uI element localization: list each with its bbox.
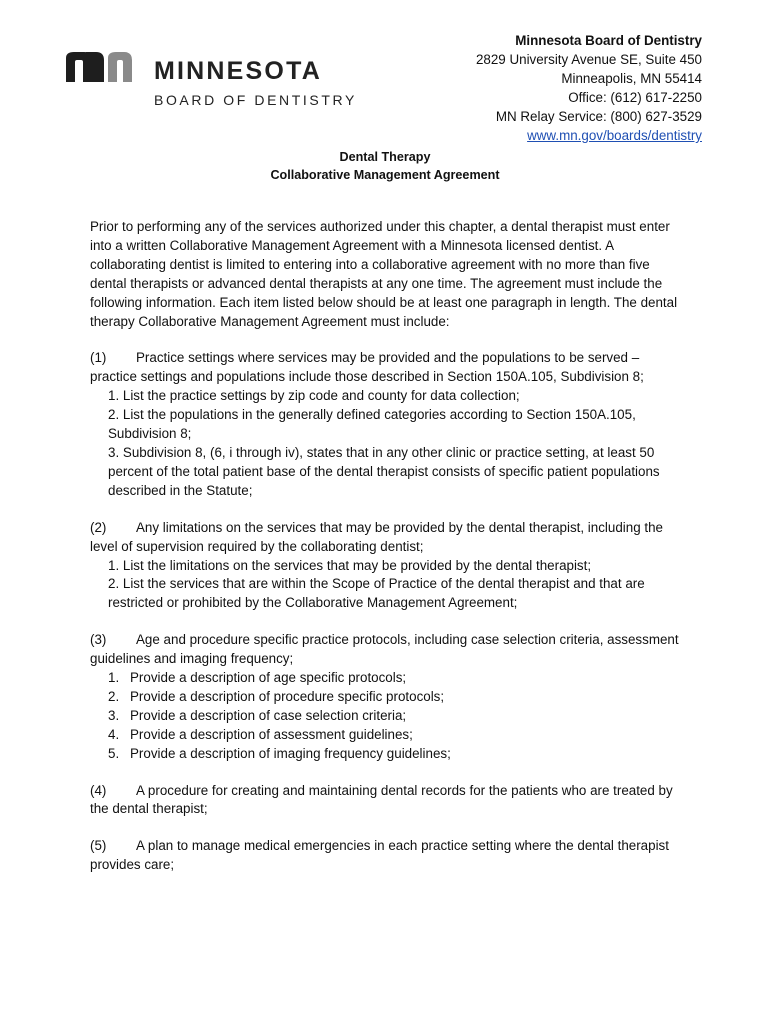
list-text: Provide a description of imaging frequency guidelines;: [130, 745, 451, 761]
section-body: A procedure for creating and maintaining dental records for the patients who are treated by the dental therapist;: [90, 782, 673, 817]
list-item: [108, 707, 682, 726]
section-text: [90, 349, 682, 387]
website-link[interactable]: www.mn.gov/boards/dentistry: [527, 128, 702, 143]
office-phone: Office: (612) 617-2250: [568, 90, 702, 105]
section-number: (4): [90, 782, 107, 798]
section-body: Any limitations on the services that may be provided by the dental therapist, including the level of supervision required by the collaborating dentist;: [90, 519, 663, 554]
list-number: 4.: [108, 726, 120, 742]
section-body: A plan to manage medical emergencies in each practice setting where the dental therapist provides care;: [90, 838, 669, 873]
section-text: [90, 631, 682, 669]
section-2-list: [90, 557, 682, 614]
document-body: [90, 218, 682, 893]
logo-subtitle: BOARD OF DENTISTRY: [154, 92, 357, 108]
mn-logo-icon: [66, 50, 144, 82]
section-number: (2): [90, 519, 107, 535]
minnesota-logo: [66, 44, 376, 112]
section-1-list: [90, 387, 682, 500]
section-body: Practice settings where services may be provided and the populations to be served – practice settings and populations include those described in Section 150A.105, Subdivision 8;: [90, 350, 644, 385]
list-item: 3. Subdivision 8, (6, i through iv), states that in any other clinic or practice setting, at least 50 percent of the total patient base of the dental therapist consists of specific patient populations described in the Statute;: [108, 444, 660, 498]
section-body: Age and procedure specific practice protocols, including case selection criteria, assessment guidelines and imaging frequency;: [90, 632, 679, 667]
section-1: [90, 349, 682, 500]
section-number: (3): [90, 632, 107, 648]
section-3: [90, 631, 682, 763]
list-text: Provide a description of procedure specific protocols;: [130, 688, 445, 704]
list-item: [108, 726, 682, 745]
document-title: [0, 148, 770, 184]
title-line-1: Dental Therapy: [339, 150, 431, 164]
list-number: 1.: [108, 670, 120, 686]
list-number: 5.: [108, 745, 120, 761]
list-text: Provide a description of case selection criteria;: [130, 707, 407, 723]
intro-paragraph: Prior to performing any of the services authorized under this chapter, a dental therapist must enter into a written Collaborative Management Agreement with a Minnesota licensed dentist. A collaborating dentist is limited to entering into a collaborative agreement with no more than five dental therapists or advanced dental therapists at any one time. The agreement must include the following information. Each item listed below should be at least one paragraph in length. The dental therapy Collaborative Management Agreement must include:: [90, 219, 678, 329]
logo-title: MINNESOTA: [154, 57, 322, 85]
list-number: 2.: [108, 688, 120, 704]
list-item: 1. List the practice settings by zip code and county for data collection;: [108, 388, 520, 404]
section-5: [90, 837, 682, 875]
section-4: [90, 782, 682, 820]
title-line-2: Collaborative Management Agreement: [270, 168, 500, 182]
list-text: Provide a description of age specific protocols;: [130, 670, 407, 686]
contact-block: [476, 31, 702, 145]
list-item: 2. List the populations in the generally defined categories according to Section 150A.105, Subdivision 8;: [108, 407, 636, 442]
list-item: [108, 669, 682, 688]
list-item: [108, 745, 682, 764]
section-text: [90, 837, 682, 875]
list-text: Provide a description of assessment guidelines;: [130, 726, 413, 742]
section-text: [90, 519, 682, 557]
address-line-1: 2829 University Avenue SE, Suite 450: [475, 52, 702, 67]
list-item: [108, 688, 682, 707]
section-number: (1): [90, 350, 107, 366]
relay-phone: MN Relay Service: (800) 627-3529: [495, 109, 702, 124]
org-name: Minnesota Board of Dentistry: [515, 33, 702, 48]
list-item: 2. List the services that are within the Scope of Practice of the dental therapist and that are restricted or prohibited by the Collaborative Management Agreement;: [108, 576, 645, 611]
section-2: [90, 519, 682, 614]
section-3-list: [90, 669, 682, 764]
address-line-2: Minneapolis, MN 55414: [561, 71, 702, 86]
section-text: [90, 782, 682, 820]
section-number: (5): [90, 838, 107, 854]
list-item: 1. List the limitations on the services that may be provided by the dental therapist;: [108, 557, 592, 573]
list-number: 3.: [108, 707, 120, 723]
